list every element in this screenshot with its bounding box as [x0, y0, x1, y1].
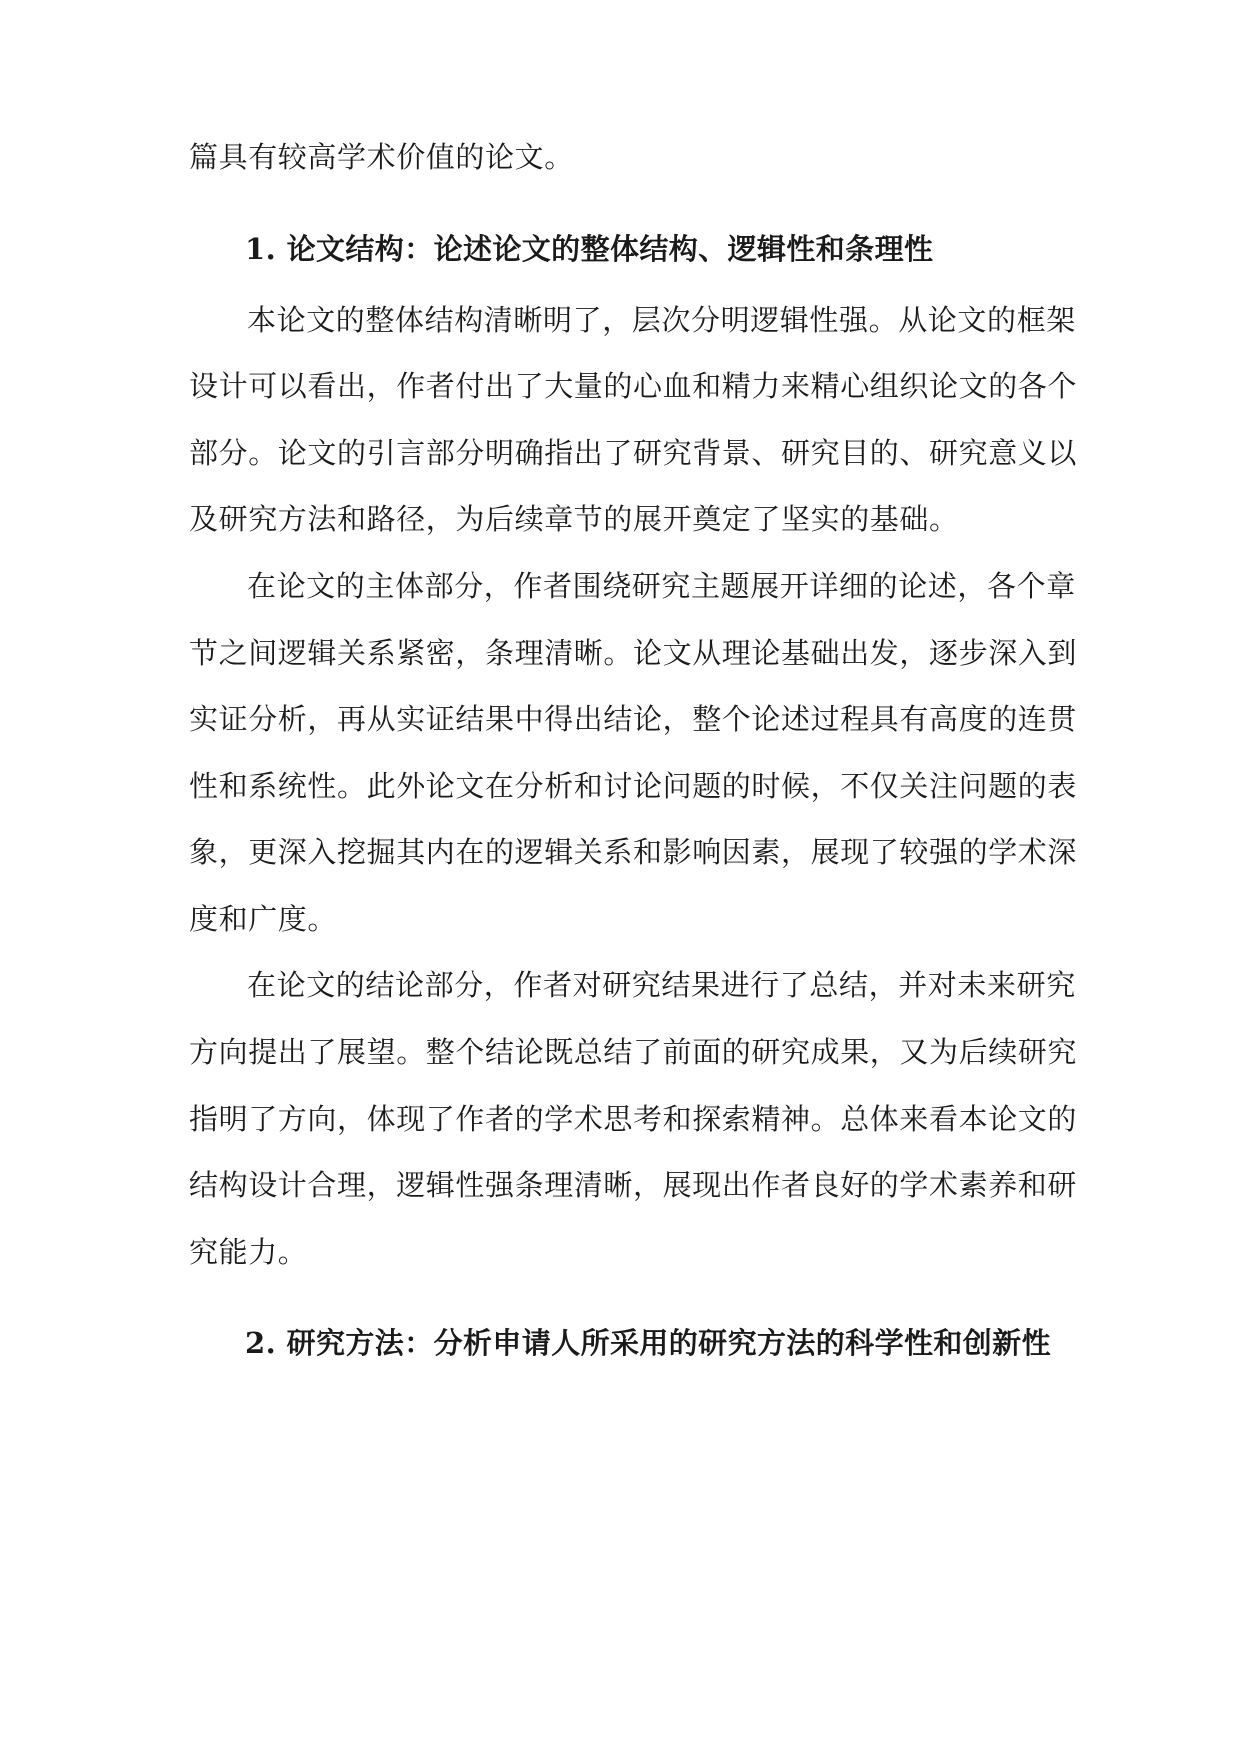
- document-page: [189, 0, 1078, 1754]
- paragraph-line: 本论文的整体结构清晰明了，层次分明逻辑性强。从论文的框架: [247, 303, 1076, 337]
- paragraph-line: 性和系统性。此外论文在分析和讨论问题的时候，不仅关注问题的表: [189, 769, 1078, 803]
- paragraph-line: 在论文的结论部分，作者对研究结果进行了总结，并对未来研究: [247, 968, 1076, 1002]
- paragraph-line: 在论文的主体部分，作者围绕研究主题展开详细的论述，各个章: [247, 569, 1076, 603]
- paragraph-line: 究能力。: [189, 1235, 308, 1269]
- paragraph-line: 设计可以看出，作者付出了大量的心血和精力来精心组织论文的各个: [189, 369, 1078, 403]
- intro-continuation-line: 篇具有较高学术价值的论文。: [189, 140, 574, 174]
- paragraph-line: 指明了方向，体现了作者的学术思考和探索精神。总体来看本论文的: [189, 1102, 1078, 1136]
- paragraph-line: 节之间逻辑关系紧密，条理清晰。论文从理论基础出发，逐步深入到: [189, 636, 1078, 670]
- paragraph-line: 及研究方法和路径，为后续章节的展开奠定了坚实的基础。: [189, 502, 959, 536]
- paragraph-line: 象，更深入挖掘其内在的逻辑关系和影响因素，展现了较强的学术深: [189, 835, 1078, 869]
- paragraph-line: 度和广度。: [189, 902, 338, 936]
- paragraph-line: 结构设计合理，逻辑性强条理清晰，展现出作者良好的学术素养和研: [189, 1168, 1078, 1202]
- section-1-heading: 1. 论文结构：论述论文的整体结构、逻辑性和条理性: [245, 232, 934, 266]
- paragraph-line: 实证分析，再从实证结果中得出结论，整个论述过程具有高度的连贯: [189, 702, 1078, 736]
- section-2-heading: 2. 研究方法：分析申请人所采用的研究方法的科学性和创新性: [245, 1326, 1051, 1360]
- paragraph-line: 方向提出了展望。整个结论既总结了前面的研究成果，又为后续研究: [189, 1035, 1078, 1069]
- paragraph-line: 部分。论文的引言部分明确指出了研究背景、研究目的、研究意义以: [189, 436, 1078, 470]
